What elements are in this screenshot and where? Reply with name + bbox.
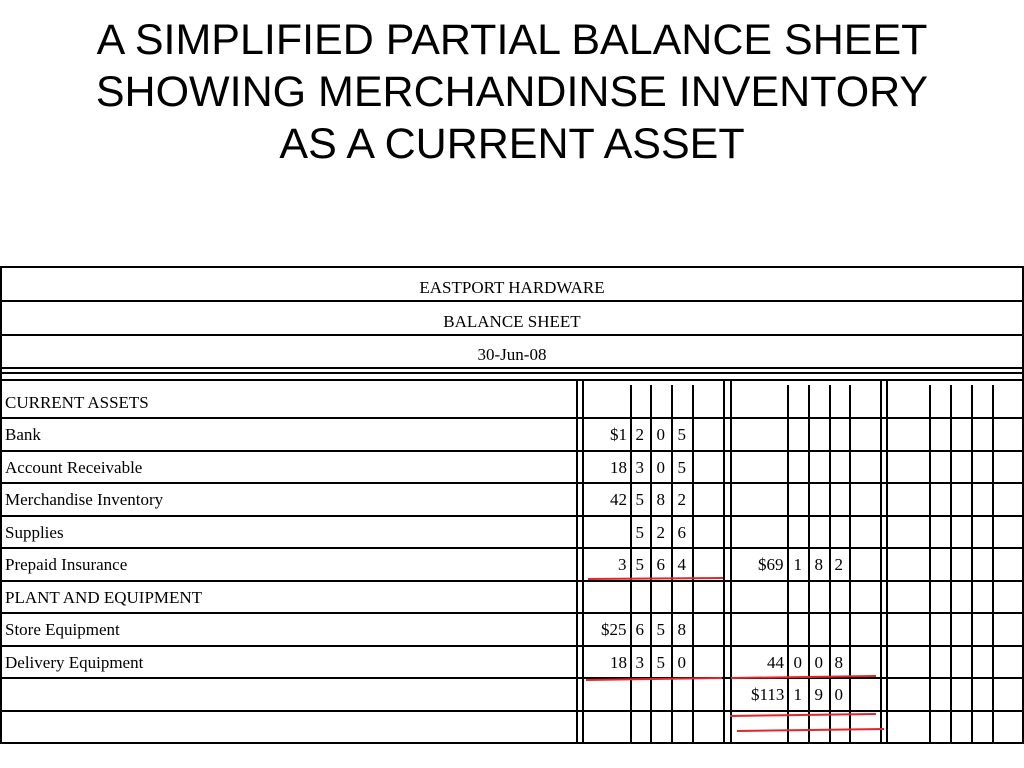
- amount-cell: 18: [610, 458, 627, 477]
- column-double-rule: [582, 379, 584, 742]
- amount-cell: $69: [758, 555, 784, 574]
- title-line-1: A SIMPLIFIED PARTIAL BALANCE SHEET: [96, 16, 928, 64]
- amount-cell: 5: [635, 555, 644, 574]
- amount-cell: 5: [656, 620, 665, 639]
- amount-cell: 1: [793, 555, 802, 574]
- title-line-2: SHOWING MERCHANDINSE INVENTORY: [95, 68, 929, 116]
- row-rule: [1, 677, 1023, 679]
- row-rule: [1, 482, 1023, 484]
- amount-cell: 0: [814, 653, 823, 672]
- amount-cell: 0: [834, 685, 843, 704]
- digit-column-rule: [929, 385, 931, 742]
- row-rule: [1, 580, 1023, 582]
- row-rule: [1, 710, 1023, 712]
- amount-cell: $1: [610, 425, 627, 444]
- amount-cell: 8: [677, 620, 686, 639]
- digit-column-rule: [630, 385, 632, 742]
- digit-column-rule: [971, 385, 973, 742]
- amount-cell: 2: [834, 555, 843, 574]
- row-label: Delivery Equipment: [5, 653, 144, 672]
- amount-cell: 6: [677, 523, 686, 542]
- amount-cell: 5: [677, 458, 686, 477]
- amount-cell: 5: [635, 523, 644, 542]
- digit-column-rule: [650, 385, 652, 742]
- digit-column-rule: [829, 385, 831, 742]
- row-label: Supplies: [5, 523, 64, 542]
- amount-cell: 6: [635, 620, 644, 639]
- statement-date: 30-Jun-08: [477, 345, 547, 364]
- row-rule: [1, 645, 1023, 647]
- red-double-underline-total: [730, 713, 876, 717]
- column-double-rule: [880, 379, 882, 742]
- row-rule: [1, 547, 1023, 549]
- red-double-underline-total: [737, 728, 884, 732]
- amount-cell: 0: [677, 653, 686, 672]
- amount-cell: 2: [635, 425, 644, 444]
- column-double-rule: [723, 379, 725, 742]
- amount-cell: 6: [656, 555, 665, 574]
- digit-column-rule: [992, 385, 994, 742]
- header-rule: [1, 334, 1023, 336]
- amount-cell: 3: [618, 555, 627, 574]
- column-double-rule: [886, 379, 888, 742]
- amount-cell: 8: [656, 490, 665, 509]
- amount-cell: 2: [677, 490, 686, 509]
- amount-cell: 4: [677, 555, 686, 574]
- header-rule: [1, 300, 1023, 302]
- header-rule: [1, 372, 1023, 374]
- amount-cell: 8: [814, 555, 823, 574]
- digit-column-rule: [671, 385, 673, 742]
- amount-cell: 8: [834, 653, 843, 672]
- row-rule: [1, 612, 1023, 614]
- digit-column-rule: [692, 385, 694, 742]
- row-label: Merchandise Inventory: [5, 490, 164, 509]
- amount-cell: 42: [610, 490, 627, 509]
- table-border-top: [1, 266, 1023, 268]
- amount-cell: 44: [767, 653, 784, 672]
- digit-column-rule: [787, 385, 789, 742]
- amount-cell: 5: [635, 490, 644, 509]
- amount-cell: 9: [814, 685, 823, 704]
- amount-cell: 1: [793, 685, 802, 704]
- amount-cell: 18: [610, 653, 627, 672]
- amount-cell: 3: [635, 458, 644, 477]
- row-rule: [1, 515, 1023, 517]
- company-name: EASTPORT HARDWARE: [419, 278, 605, 297]
- amount-cell: 2: [656, 523, 665, 542]
- digit-column-rule: [950, 385, 952, 742]
- digit-column-rule: [849, 385, 851, 742]
- amount-cell: $25: [601, 620, 627, 639]
- column-double-rule: [576, 379, 578, 742]
- amount-cell: 3: [635, 653, 644, 672]
- table-border-left: [0, 266, 2, 744]
- table-border-bottom: [1, 742, 1023, 744]
- amount-cell: 0: [656, 425, 665, 444]
- amount-cell: $113: [751, 685, 785, 704]
- row-label: PLANT AND EQUIPMENT: [5, 588, 203, 607]
- digit-column-rule: [808, 385, 810, 742]
- amount-cell: 0: [793, 653, 802, 672]
- row-rule: [1, 450, 1023, 452]
- row-label: Bank: [5, 425, 41, 444]
- header-rule: [1, 367, 1023, 369]
- row-label: Account Receivable: [5, 458, 143, 477]
- column-double-rule: [730, 379, 732, 742]
- row-rule: [1, 417, 1023, 419]
- row-label: Store Equipment: [5, 620, 120, 639]
- amount-cell: 5: [656, 653, 665, 672]
- row-label: CURRENT ASSETS: [5, 393, 149, 412]
- row-label: Prepaid Insurance: [5, 555, 128, 574]
- title-line-3: AS A CURRENT ASSET: [279, 120, 745, 168]
- header-rule: [1, 379, 1023, 381]
- amount-cell: 0: [656, 458, 665, 477]
- statement-name: BALANCE SHEET: [443, 312, 581, 331]
- amount-cell: 5: [677, 425, 686, 444]
